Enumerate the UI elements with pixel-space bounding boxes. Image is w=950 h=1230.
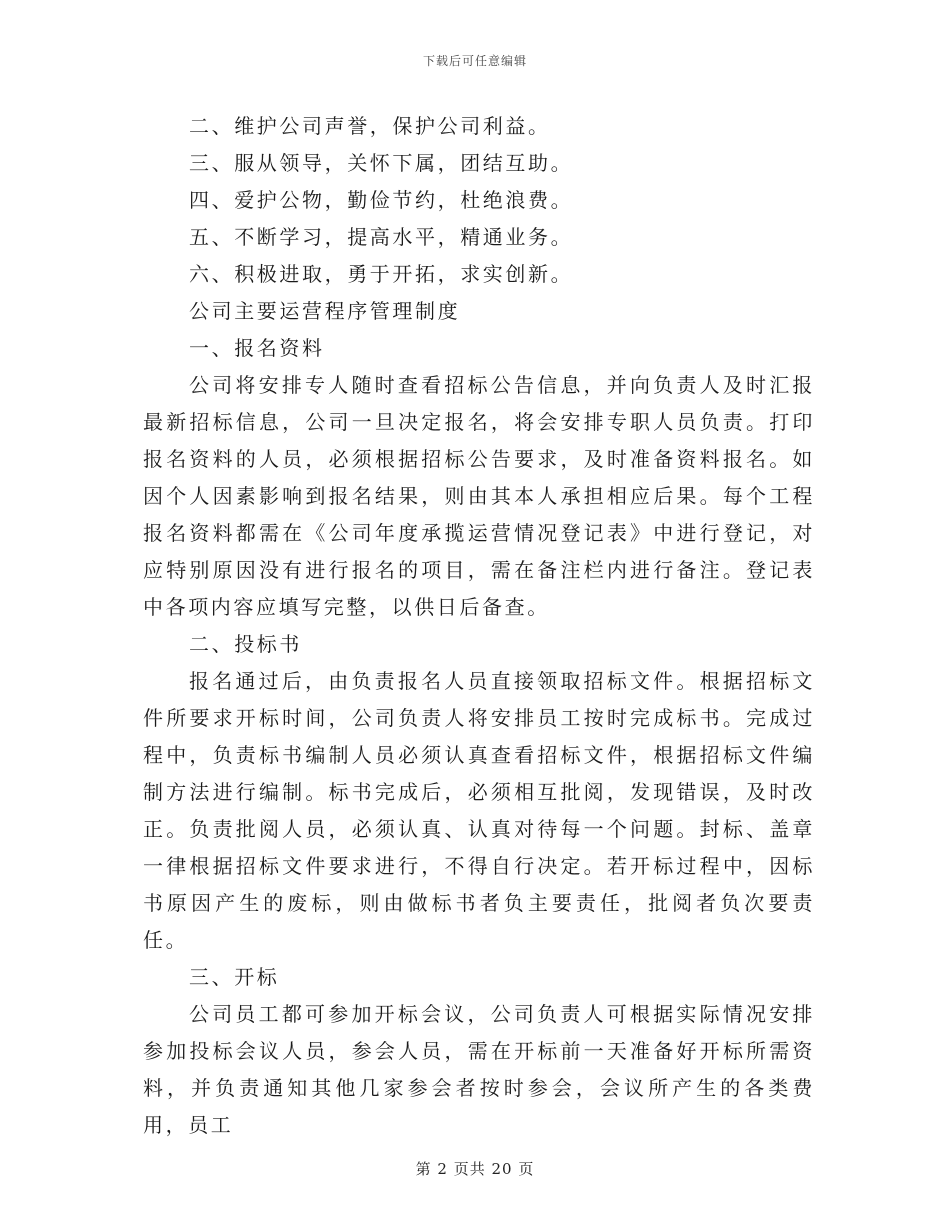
paragraph-bid-document: 报名通过后，由负责报名人员直接领取招标文件。根据招标文件所要求开标时间，公司负责人将安排员工按时完成标书。完成过程中，负责标书编制人员必须认真查看招标文件，根据招标文件编制方法进行编制。标书完成后，必须相互批阅，发现错误，及时改正。负责批阅人员，必须认真、认真对待每一个问题。封标、盖章一律根据招标文件要求进行，不得自行决定。若开标过程中，因标书原因产生的废标，则由做标书者负主要责任，批阅者负次要责任。	[143, 669, 815, 952]
heading-bid-opening: 三、开标	[189, 965, 280, 989]
page-number: 第 2 页共 20 页	[415, 1160, 535, 1178]
rule-line-6: 六、积极进取，勇于开拓，求实创新。	[189, 262, 574, 286]
heading-registration: 一、报名资料	[189, 336, 325, 360]
rule-line-2: 二、维护公司声誉，保护公司利益。	[189, 114, 551, 138]
paragraph-bid-opening: 公司员工都可参加开标会议，公司负责人可根据实际情况安排参加投标会议人员，参会人员，需在开标前一天准备好开标所需资料，并负责通知其他几家参会者按时参会，会议所产生的各类费用，员工	[143, 1002, 815, 1137]
rule-line-3: 三、服从领导，关怀下属，团结互助。	[189, 151, 574, 175]
section-title: 公司主要运营程序管理制度	[189, 299, 461, 323]
document-body	[143, 108, 815, 1144]
paragraph-registration: 公司将安排专人随时查看招标公告信息，并向负责人及时汇报最新招标信息，公司一旦决定报名，将会安排专职人员负责。打印报名资料的人员，必须根据招标公告要求，及时准备资料报名。如因个人因素影响到报名结果，则由其本人承担相应后果。每个工程报名资料都需在《公司年度承揽运营情况登记表》中进行登记，对应特别原因没有进行报名的项目，需在备注栏内进行备注。登记表中各项内容应填写完整，以供日后备查。	[143, 373, 815, 619]
rule-line-5: 五、不断学习，提高水平，精通业务。	[189, 225, 574, 249]
heading-bid-document: 二、投标书	[189, 632, 302, 656]
rule-line-4: 四、爱护公物，勤俭节约，杜绝浪费。	[189, 188, 574, 212]
page-header: 下载后可任意编辑	[422, 54, 527, 68]
